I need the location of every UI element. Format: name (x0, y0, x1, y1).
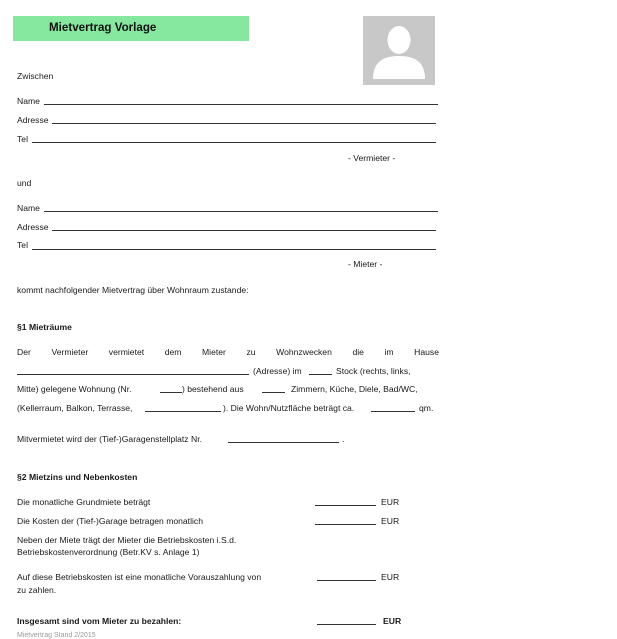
garage-text: Mitvermietet wird der (Tief-)Garagenstellplatz Nr. (17, 434, 202, 444)
section1-line3-b: ) bestehend aus (182, 384, 244, 394)
landlord-name-field[interactable] (44, 104, 438, 105)
garage-period: . (342, 434, 345, 444)
landlord-role-label: - Vermieter - (348, 153, 396, 163)
line1-word: vermietet (108, 347, 145, 357)
advance-payment-field[interactable] (317, 580, 376, 581)
landlord-tel-label: Tel (17, 134, 28, 144)
base-rent-label: Die monatliche Grundmiete beträgt (17, 497, 151, 507)
section2-heading: §2 Mietzins und Nebenkosten (17, 472, 138, 482)
advance-payment-line1: Auf diese Betriebskosten ist eine monatliche Vorauszahlung von (17, 572, 262, 582)
tenant-address-field[interactable] (52, 230, 436, 231)
section1-line4-c: qm. (419, 403, 434, 413)
line1-word: Der (17, 347, 31, 357)
line1-word: im (384, 347, 394, 357)
document-title: Mietvertrag Vorlage (49, 21, 157, 34)
garage-cost-field[interactable] (315, 524, 376, 525)
total-currency: EUR (383, 616, 402, 626)
rooms-field[interactable] (262, 392, 285, 393)
and-label: und (17, 178, 32, 188)
landlord-name-label: Name (17, 96, 40, 106)
tenant-address-label: Adresse (17, 222, 49, 232)
apartment-number-field[interactable] (160, 392, 182, 393)
base-rent-field[interactable] (315, 505, 376, 506)
extras-field[interactable] (145, 411, 221, 412)
section1-line3-c: Zimmern, Küche, Diele, Bad/WC, (291, 384, 418, 394)
section1-line4-b: ). Die Wohn/Nutzfläche beträgt ca. (223, 403, 355, 413)
landlord-address-label: Adresse (17, 115, 49, 125)
line1-word: die (352, 347, 364, 357)
line1-word: zu (246, 347, 256, 357)
intro-text: kommt nachfolgender Mietvertrag über Wohnraum zustande: (17, 285, 249, 295)
total-label: Insgesamt sind vom Mieter zu bezahlen: (17, 616, 182, 626)
floor-field[interactable] (309, 374, 332, 375)
photo-placeholder[interactable] (363, 16, 435, 85)
operating-costs-line2: Betriebskostenverordnung (Betr.KV s. Anlage 1) (17, 547, 200, 557)
tenant-role-label: - Mieter - (348, 259, 383, 269)
line1-word: Wohnzwecken (276, 347, 332, 357)
garage-cost-currency: EUR (381, 516, 400, 526)
line1-word: Hause (414, 347, 439, 357)
tenant-name-label: Name (17, 203, 40, 213)
garage-cost-label: Die Kosten der (Tief-)Garage betragen monatlich (17, 516, 203, 526)
base-rent-currency: EUR (381, 497, 400, 507)
section1-line4-a: (Kellerraum, Balkon, Terrasse, (17, 403, 133, 413)
line1-word: dem (164, 347, 182, 357)
line1-word: Vermieter (51, 347, 89, 357)
between-label: Zwischen (17, 71, 54, 81)
tenant-tel-label: Tel (17, 240, 28, 250)
total-field[interactable] (317, 624, 376, 625)
landlord-address-field[interactable] (52, 123, 436, 124)
landlord-tel-field[interactable] (32, 142, 436, 143)
tenant-name-field[interactable] (44, 211, 438, 212)
section1-line3-a: Mitte) gelegene Wohnung (Nr. (17, 384, 132, 394)
advance-payment-line2: zu zahlen. (17, 585, 57, 595)
section1-heading: §1 Mieträume (17, 322, 72, 332)
title-banner (13, 16, 249, 41)
house-address-field[interactable] (17, 374, 249, 375)
section1-line2-b: Stock (rechts, links, (336, 366, 411, 376)
section1-line1 (17, 347, 439, 357)
section1-line2-a: (Adresse) im (253, 366, 302, 376)
advance-payment-currency: EUR (381, 572, 400, 582)
person-placeholder-icon (363, 16, 435, 85)
line1-word: Mieter (202, 347, 226, 357)
operating-costs-line1: Neben der Miete trägt der Mieter die Betriebskosten i.S.d. (17, 535, 237, 545)
tenant-tel-field[interactable] (32, 249, 436, 250)
garage-number-field[interactable] (228, 442, 339, 443)
area-field[interactable] (371, 411, 415, 412)
footer-text: Mietvertrag Stand 2/2015 (17, 632, 96, 639)
